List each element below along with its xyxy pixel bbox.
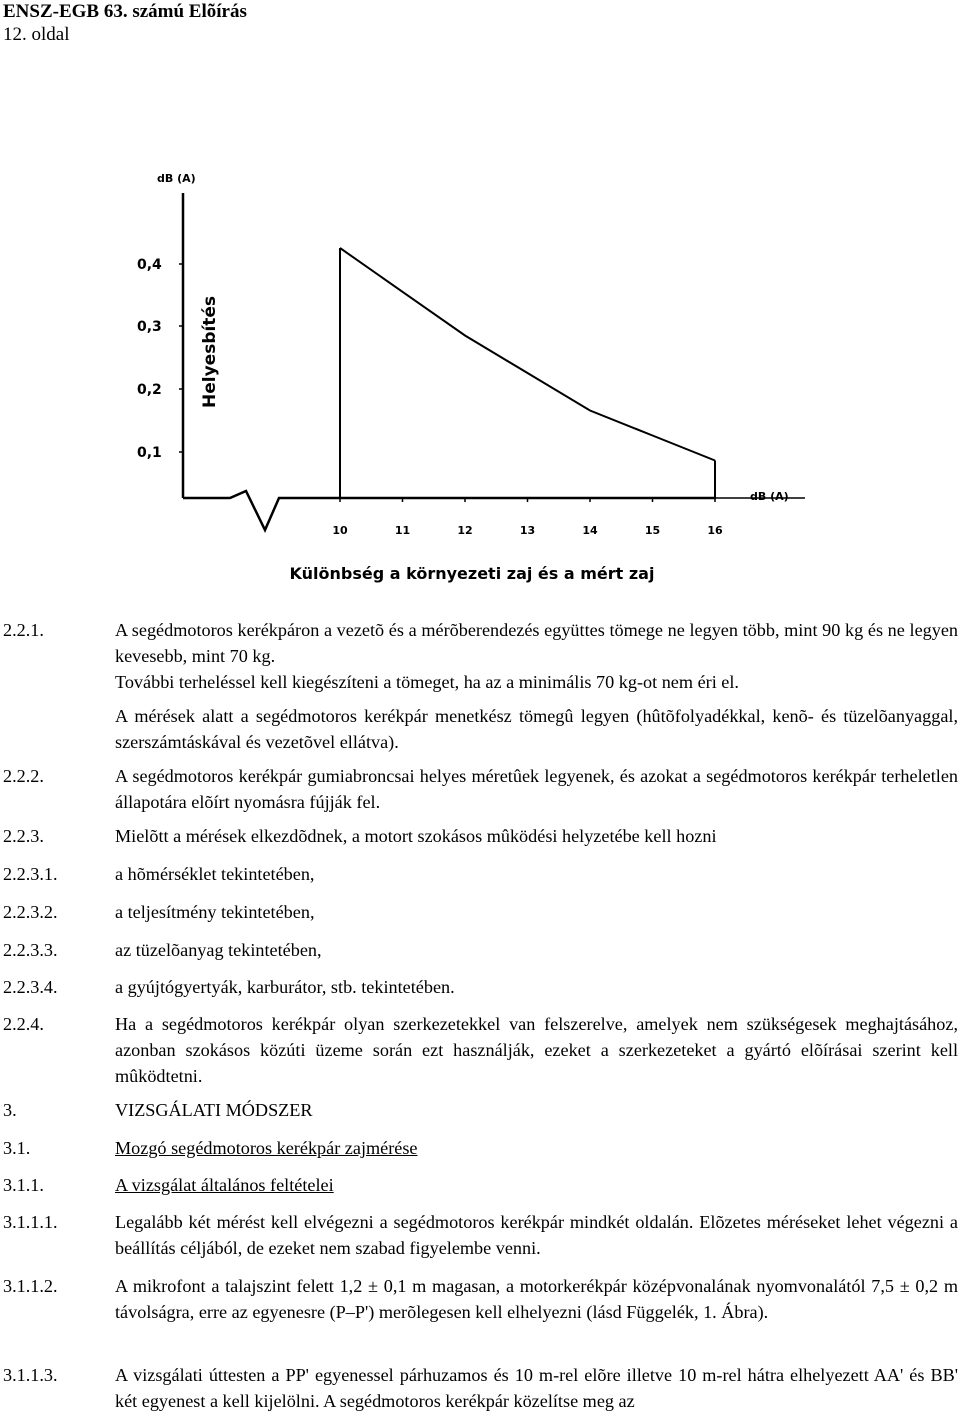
x-tick-label: 15 <box>644 524 661 537</box>
x-tick-label: 10 <box>332 524 348 537</box>
paragraph <box>0 1011 960 1089</box>
y-axis-title: Helyesbítés <box>200 295 220 408</box>
paragraph-text <box>115 703 958 755</box>
paragraph-text <box>115 763 958 815</box>
text-line: a teljesítmény tekintetében, <box>115 902 315 922</box>
section-number: 2.2.1. <box>3 620 44 640</box>
paragraph-text <box>115 861 958 887</box>
y-unit-label: dB (A) <box>157 172 196 185</box>
text-line: A mikrofont a talajszint felett 1,2 ± 0,1 m magasan, a motorkerékpár középvonalának nyomvonalától 7,5 ± 0,2 m távolságra, erre az egyenesre (P–P') merõlegesen kell elhelyezni (lásd Függelék, 1. Ábra). <box>115 1276 958 1322</box>
paragraph <box>0 1097 960 1123</box>
x-tick-label: 13 <box>519 524 536 537</box>
text-line: VIZSGÁLATI MÓDSZER <box>115 1100 313 1120</box>
text-line: A vizsgálat általános feltételei <box>115 1175 334 1195</box>
paragraph-text <box>115 1172 958 1198</box>
paragraph-text <box>115 1135 958 1161</box>
page-number: 12. oldal <box>3 24 70 45</box>
section-number: 3.1.1.1. <box>3 1212 58 1232</box>
section-number: 3.1.1. <box>3 1175 44 1195</box>
section-number: 3.1. <box>3 1138 31 1158</box>
text-line: Mozgó segédmotoros kerékpár zajmérése <box>115 1138 418 1158</box>
x-tick-label: 11 <box>394 524 411 537</box>
paragraph <box>0 1209 960 1261</box>
y-tick-label: 0,3 <box>137 319 162 335</box>
x-axis-line <box>183 491 716 530</box>
paragraph-text <box>115 1097 958 1123</box>
paragraph <box>0 861 960 887</box>
section-number: 2.2.3. <box>3 826 44 846</box>
paragraph <box>0 974 960 1000</box>
text-line: A mérések alatt a segédmotoros kerékpár menetkész tömegû legyen (hûtõfolyadékkal, kenõ- és tüzelõanyaggal, szerszámtáskával és vezetõvel ellátva). <box>115 706 958 752</box>
data-curve <box>340 248 715 461</box>
paragraph <box>0 1135 960 1161</box>
paragraph <box>0 823 960 849</box>
text-line: Legalább két mérést kell elvégezni a segédmotoros kerékpár mindkét oldalán. Elõzetes méréseket lehet végezni a beállítás céljából, de ezeket nem szabad figyelembe venni. <box>115 1212 958 1258</box>
text-line: A vizsgálati úttesten a PP' egyenessel párhuzamos és 10 m-rel elõre illetve 10 m-rel hátra elhelyezett AA' és BB' két egyenest a kell kijelölni. A segédmotoros kerékpár közelítse meg az <box>115 1365 958 1411</box>
text-line: az tüzelõanyag tekintetében, <box>115 940 322 960</box>
paragraph-text <box>115 937 958 963</box>
paragraph <box>0 669 960 695</box>
section-number: 3. <box>3 1100 17 1120</box>
paragraph-text <box>115 823 958 849</box>
paragraph-text <box>115 669 958 695</box>
section-number: 3.1.1.3. <box>3 1365 58 1385</box>
paragraph-text <box>115 899 958 925</box>
paragraph-text <box>115 1209 958 1261</box>
section-number: 2.2.3.2. <box>3 902 58 922</box>
text-line: További terheléssel kell kiegészíteni a tömeget, ha az a minimális 70 kg-ot nem éri el. <box>115 672 739 692</box>
y-tick-label: 0,1 <box>137 445 162 461</box>
paragraph <box>0 1362 960 1413</box>
section-number: 2.2.2. <box>3 766 44 786</box>
x-tick-label: 12 <box>457 524 473 537</box>
section-number: 2.2.4. <box>3 1014 44 1034</box>
section-number: 2.2.3.4. <box>3 977 58 997</box>
text-line: A segédmotoros kerékpáron a vezetõ és a mérõberendezés együttes tömege ne legyen több, mint 90 kg és ne legyen kevesebb, mint 70 kg. <box>115 620 958 666</box>
paragraph <box>0 1172 960 1198</box>
x-tick-label: 16 <box>707 524 723 537</box>
paragraph <box>0 1273 960 1351</box>
y-tick-label: 0,2 <box>137 382 162 398</box>
x-axis-title: Különbség a környezeti zaj és a mért zaj <box>289 564 655 583</box>
section-number: 2.2.3.3. <box>3 940 58 960</box>
paragraph-text <box>115 617 958 669</box>
section-number: 2.2.3.1. <box>3 864 58 884</box>
paragraph <box>0 617 960 669</box>
y-tick-label: 0,4 <box>137 257 162 273</box>
text-line: a hõmérséklet tekintetében, <box>115 864 315 884</box>
text-line: a gyújtógyertyák, karburátor, stb. tekintetében. <box>115 977 455 997</box>
section-number: 3.1.1.2. <box>3 1276 58 1296</box>
text-line: A segédmotoros kerékpár gumiabroncsai helyes méretûek legyenek, és azokat a segédmotoros kerékpár terheletlen állapotára elõírt nyomásra fújják fel. <box>115 766 958 812</box>
paragraph-text <box>115 1011 958 1089</box>
x-unit-label: dB (A) <box>750 490 789 503</box>
paragraph <box>0 763 960 815</box>
text-line: Ha a segédmotoros kerékpár olyan szerkezetekkel van felszerelve, amelyek nem szükségesek meghajtásához, azonban szokásos közúti üzeme során ezt használják, ezeket a szerkezeteket a gyártó elõírásai szerint kell mûködtetni. <box>115 1014 958 1086</box>
correction-chart <box>0 0 960 600</box>
paragraph-text <box>115 1273 958 1325</box>
paragraph-text <box>115 974 958 1000</box>
paragraph <box>0 703 960 755</box>
x-tick-label: 14 <box>582 524 598 537</box>
paragraph <box>0 937 960 963</box>
text-line: Mielõtt a mérések elkezdõdnek, a motort szokásos mûködési helyzetébe kell hozni <box>115 826 717 846</box>
paragraph <box>0 899 960 925</box>
paragraph-text <box>115 1362 958 1413</box>
document-title: ENSZ-EGB 63. számú Elõírás <box>3 1 247 22</box>
